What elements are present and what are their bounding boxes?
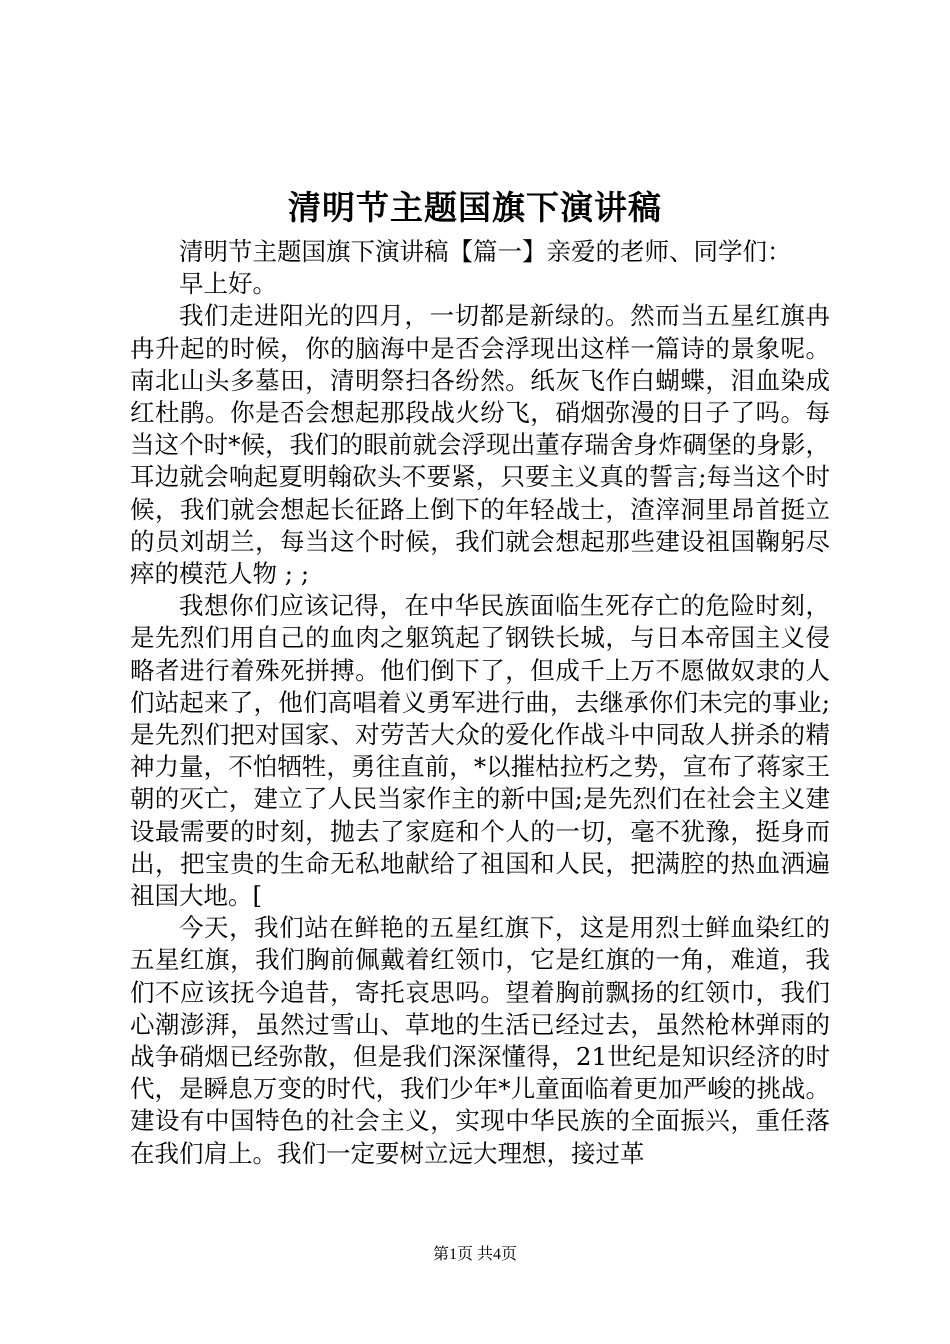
page-footer: 第1页 共4页	[432, 1246, 517, 1263]
paragraph-martyrs: 我想你们应该记得，在中华民族面临生死存亡的危险时刻，是先烈们用自己的血肉之躯筑起了钢铁长城，与日本帝国主义侵略者进行着殊死拼搏。他们倒下了，但成千上万不愿做奴隶的人们站起来了，他们高唱着义勇军进行曲，去继承你们未完的事业;是先烈们把对国家、对劳苦大众的爱化作战斗中同敌人拼杀的精神力量，不怕牺牲，勇往直前，*以摧枯拉朽之势，宣布了蒋家王朝的灭亡，建立了人民当家作主的新中国;是先烈们在社会主义建设最需要的时刻，抛去了家庭和个人的一切，毫不犹豫，挺身而出，把宝贵的生命无私地献给了祖国和人民，把满腔的热血洒遍祖国大地。[	[130, 591, 830, 911]
paragraph-good-morning: 早上好。	[179, 269, 277, 299]
document-body	[130, 236, 830, 1170]
paragraph-april: 我们走进阳光的四月，一切都是新绿的。然而当五星红旗冉冉升起的时候，你的脑海中是否会浮现出这样一篇诗的景象呢。南北山头多墓田，清明祭扫各纷然。纸灰飞作白蝴蝶，泪血染成红杜鹃。你是否会想起那段战火纷飞，硝烟弥漫的日子了吗。每当这个时*候，我们的眼前就会浮现出董存瑞舍身炸碉堡的身影，耳边就会响起夏明翰砍头不要紧，只要主义真的誓言;每当这个时候，我们就会想起长征路上倒下的年轻战士，渣滓洞里昂首挺立的员刘胡兰，每当这个时候，我们就会想起那些建设祖国鞠躬尽瘁的模范人物 ; ;	[130, 301, 830, 589]
paragraph-today: 今天，我们站在鲜艳的五星红旗下，这是用烈士鲜血染红的五星红旗，我们胸前佩戴着红领巾，它是红旗的一角，难道，我们不应该抚今追昔，寄托哀思吗。望着胸前飘扬的红领巾，我们心潮澎湃，虽然过雪山、草地的生活已经过去，虽然枪林弹雨的战争硝烟已经弥散，但是我们深深懂得，21世纪是知识经济的时代，是瞬息万变的时代，我们少年*儿童面临着更加严峻的挑战。建设有中国特色的社会主义，实现中华民族的全面振兴，重任落在我们肩上。我们一定要树立远大理想，接过革	[130, 913, 830, 1168]
paragraph-greeting: 清明节主题国旗下演讲稿【篇一】亲爱的老师、同学们：	[179, 237, 792, 266]
document-title: 清明节主题国旗下演讲稿	[288, 188, 662, 227]
